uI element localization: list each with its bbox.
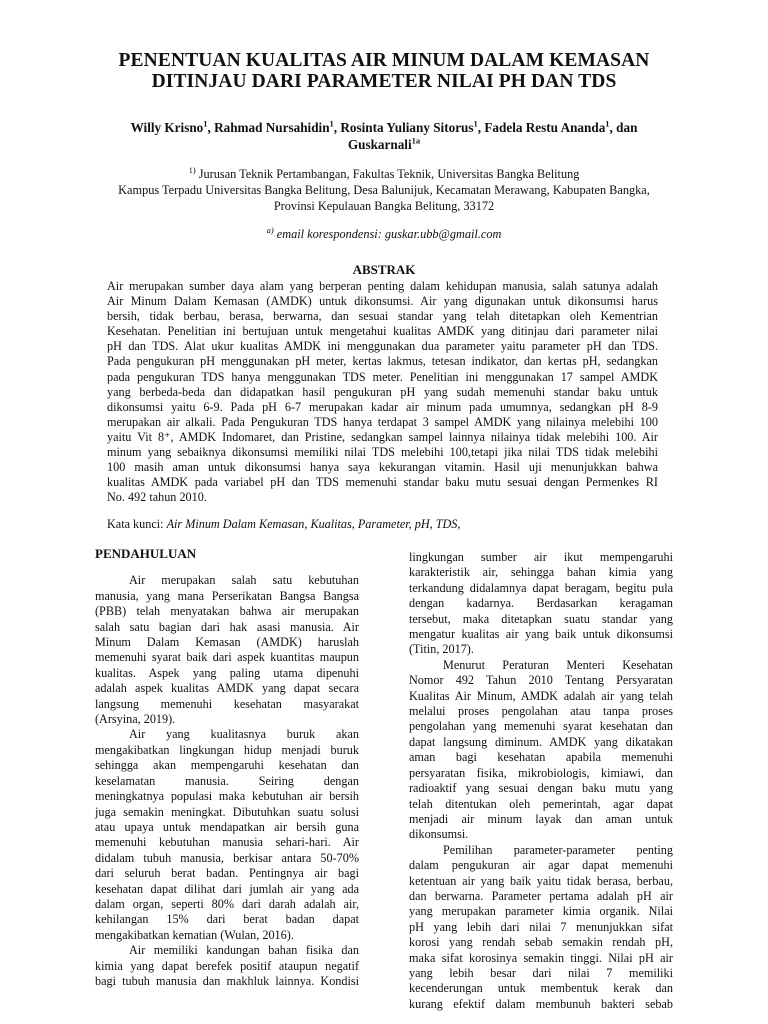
body-text-line: (Arsyina, 2019). <box>95 712 176 727</box>
body-text-line: kehilangan 15% dari berat badan dapat <box>95 912 359 927</box>
email-text[interactable]: email korespondensi: guskar.ubb@gmail.com <box>276 227 502 241</box>
abstract-line: Kesehatan. Penelitian ini bertujuan untuk mengetahui kualitas AMDK yang ditinjau dari parameter nilai <box>107 324 658 339</box>
abstract-line: yang berbeda-beda dan didapatkan hasil pengukuran pH yang sudah memenuhi standar baku untuk <box>107 384 658 399</box>
abstract-line: yaitu Vit 8⁺, AMDK Indomaret, dan Pristine, sedangkan sampel lainnya nilainya tidak melebihi 100. Air <box>107 429 658 444</box>
body-text-line: Air yang kualitasnya buruk akan <box>129 727 359 742</box>
body-text-line: Nomor 492 Tahun 2010 Tentang Persyaratan <box>409 673 673 688</box>
body-text-line: kualitas. Aspek yang paling utama dipenuhi <box>95 665 359 680</box>
body-text-line: karakteristik air, sehingga bahan kimia yang <box>409 565 673 580</box>
abstract-line: Air merupakan sumber daya alam yang berperan penting dalam kehidupan manusia, salah satunya adalah <box>107 279 658 293</box>
body-text-line: kimia yang dapat berefek positif ataupun negatif <box>95 958 359 973</box>
abstract-line: dikonsumsi yaitu 6-9. Pada pH 6-7 merupakan kadar air minum pada umumnya, sedangkan pH 8-9 <box>107 399 658 414</box>
abstract-line: minum yang sebaiknya dikonsumsi memiliki nilai TDS melebihi 100,tetapi jika nilai TDS tidak melebihi <box>107 445 658 460</box>
abstract-line: Pada pengukuran pH menggunakan pH meter, kertas lakmus, tetesan indikator, dan kertas pH, sedangkan <box>107 354 658 369</box>
abstract-line: Air Minum Dalam Kemasan (AMDK) untuk dikonsumsi. Air yang digunakan untuk dikonsumsi harus <box>107 294 658 309</box>
author-affiliation-mark: 1 <box>329 118 334 129</box>
left-column-text <box>95 573 359 989</box>
body-text-line: kecenderungan untuk membentuk kerak dan <box>409 981 673 996</box>
author-line <box>90 137 678 154</box>
abstract-line: bersih, tidak berbau, berasa, berwarna, dan sesuai standar yang telah ditetapkan oleh Kementrian <box>107 309 658 324</box>
body-text-line: manusia, yang mana Perserikatan Bangsa Bangsa <box>95 588 359 603</box>
author-name: Rosinta Yuliany Sitorus <box>340 120 474 135</box>
body-text-line: pengolahan yang memenuhi syarat kesehatan dan <box>409 719 673 734</box>
body-text-line: meningkatnya populasi maka kebutuhan air bersih <box>95 789 359 804</box>
body-text-line: memenuhi syarat baik dari aspek kuantitas maupun <box>95 650 359 665</box>
title-line: PENENTUAN KUALITAS AIR MINUM DALAM KEMASAN <box>118 50 650 71</box>
affiliation-marker: 1) <box>188 164 196 175</box>
body-text-line: langsung memenuhi kesehatan masyarakat <box>95 696 359 711</box>
body-text-line: ketentuan air yang baik yaitu tidak berasa, berbau, <box>409 873 673 888</box>
left-column <box>95 546 359 989</box>
abstract-line: pH dan TDS. Alat ukur kualitas AMDK ini menggunakan dua parameter yaitu parameter pH dan TDS. <box>107 339 658 354</box>
body-text-line: dan berwarna. Parameter pertama adalah pH air <box>409 888 673 903</box>
author-list <box>90 120 678 153</box>
affiliation-line: Provinsi Kepulauan Bangka Belitung, 33172 <box>273 199 495 213</box>
affiliation-text: Jurusan Teknik Pertambangan, Fakultas Teknik, Universitas Bangka Belitung <box>198 167 580 181</box>
section-heading: PENDAHULUAN <box>95 546 197 561</box>
body-text-line: terkandung didalamnya dapat beragam, begitu pula <box>409 580 673 595</box>
author-separator: , <box>207 120 215 135</box>
body-text-line: korosi yang rendah sebab semakin rendah pH, <box>409 935 673 950</box>
body-text-line: kesehatan dapat dilihat dari jumlah air yang ada <box>95 881 359 896</box>
author-affiliation-mark: 1a <box>411 135 421 146</box>
abstract-body <box>107 279 658 505</box>
body-text-line: yang merupakan parameter kimia organik. Nilai <box>409 904 673 919</box>
body-text-line: menjadi air minum layak dan aman untuk <box>409 811 673 826</box>
body-text-line: bagi tubuh manusia dan makhluk lainnya. Kondisi <box>95 973 359 988</box>
body-text-line: atau upaya untuk mendapatkan air bersih guna <box>95 819 359 834</box>
body-text-line: melalui proses pengolahan atau tanpa proses <box>409 704 673 719</box>
body-text-line: dapat langsung diminum. AMDK yang dikatakan <box>409 734 673 749</box>
author-name: Guskarnali <box>347 136 412 152</box>
body-text-line: kurang efektif dalam membunuh bakteri sebab <box>409 996 673 1011</box>
body-text-line: dikonsumsi. <box>409 827 469 842</box>
body-text-line: adalah aspek kualitas AMDK yang dapat secara <box>95 681 359 696</box>
keywords-label: Kata kunci <box>107 517 161 531</box>
affiliation-line: Kampus Terpadu Universitas Bangka Belitung, Desa Balunijuk, Kecamatan Merawang, Kabupaten Bangka, <box>118 183 650 197</box>
affiliation-line <box>60 166 708 183</box>
body-text-line: didalam tubuh manusia, berkisar antara 50-70% <box>95 850 359 865</box>
email-marker: a) <box>266 224 274 235</box>
right-column <box>409 550 673 1012</box>
body-text-line: dari seluruh berat badan. Pentingnya air bagi <box>95 866 359 881</box>
body-text-line: aman bagi kesehatan apabila memenuhi <box>409 750 673 765</box>
body-text-line: Pemilihan parameter-parameter penting <box>443 842 673 857</box>
author-separator: , dan <box>609 120 638 135</box>
title-line: DITINJAU DARI PARAMETER NILAI PH DAN TDS <box>151 71 617 92</box>
body-text-line: yang lebih besar dari nilai 7 memiliki <box>409 965 673 980</box>
keywords-values: Air Minum Dalam Kemasan, Kualitas, Parameter, pH, TDS, <box>166 517 461 531</box>
author-affiliation-mark: 1 <box>203 118 208 129</box>
abstract-line: kualitas AMDK pada variabel pH dan TDS memenuhi standar baku mutu sesuai dengan Permenkes RI <box>107 475 658 490</box>
author-affiliation-mark: 1 <box>605 118 610 129</box>
body-text-line: telah ditentukan oleh pemerintah, agar dapat <box>409 796 673 811</box>
author-separator: , <box>333 120 341 135</box>
body-text-line: (Titin, 2017). <box>409 642 474 657</box>
right-column-text <box>409 550 673 1012</box>
body-text-line: juga semakin meningkat. Dibutuhkan suatu solusi <box>95 804 359 819</box>
body-text-line: Air merupakan salah satu kebutuhan <box>129 573 359 588</box>
abstract-line: merupakan air alkali. Pada Pengukuran TDS hanya terdapat 3 sampel AMDK yang nilainya melebihi 100 <box>107 414 658 429</box>
author-line <box>90 120 678 137</box>
abstract-heading: ABSTRAK <box>352 262 416 277</box>
body-text-line: mengatur kualitas air yang baik untuk dikonsumsi <box>409 627 673 642</box>
body-text-line: Kualitas Air Minum, AMDK adalah air yang telah <box>409 688 673 703</box>
body-text-line: Air memiliki kandungan bahan fisika dan <box>129 943 359 958</box>
keywords: Kata kunci: Air Minum Dalam Kemasan, Kualitas, Parameter, pH, TDS, <box>107 517 461 531</box>
body-text-line: Menurut Peraturan Menteri Kesehatan <box>443 657 673 672</box>
author-name: Willy Krisno <box>130 120 204 135</box>
correspondence-email <box>60 224 708 242</box>
author-separator: , <box>477 120 485 135</box>
body-text-line: persyaratan fisika, mikrobiologis, kimiawi, dan <box>409 765 673 780</box>
body-text-line: Minum Dalam Kemasan (AMDK) haruslah <box>95 635 359 650</box>
body-text-line: keselamatan manusia. Seiring dengan <box>95 773 359 788</box>
body-text-line: dalam organ, seperti 80% dari darah adalah air, <box>95 896 359 911</box>
author-name: Fadela Restu Ananda <box>484 120 606 135</box>
body-text-line: memenuhi kebutuhan manusia sehari-hari. Air <box>95 835 359 850</box>
body-text-line: salah satu bagian dari hak asasi manusia. Air <box>95 619 359 634</box>
body-text-line: dengan kadarnya. Berdasarkan keragaman <box>409 596 673 611</box>
abstract-line: No. 492 tahun 2010. <box>107 490 207 505</box>
author-name: Rahmad Nursahidin <box>214 120 330 135</box>
body-text-line: pH yang lebih dari nilai 7 menunjukkan sifat <box>409 919 673 934</box>
abstract-line: pada pengukuran TDS hanya menggunakan TDS meter. Penelitian ini menggunakan 17 sampel AMDK <box>107 369 658 384</box>
body-text-line: lingkungan sumber air ikut mempengaruhi <box>409 550 673 564</box>
paper-title <box>60 50 708 92</box>
body-text-line: sehingga akan mempengaruhi kesehatan dan <box>95 758 359 773</box>
body-text-line: mengakibatkan lingkungan hidup menjadi buruk <box>95 742 359 757</box>
body-text-line: (PBB) telah menyatakan bahwa air merupakan <box>95 604 359 619</box>
body-text-line: dalam pengukuran air agar dapat memenuhi <box>409 858 673 873</box>
body-text-line: tersebut, maka ditetapkan suatu standar yang <box>409 611 673 626</box>
body-text-line: mengakibatkan kematian (Wulan, 2016). <box>95 927 294 942</box>
body-text-line: maka sifat korosinya semakin tinggi. Nilai pH air <box>409 950 673 965</box>
author-affiliation-mark: 1 <box>473 118 478 129</box>
abstract-line: 100 masih aman untuk dikonsumsi hanya saya kekurangan vitamin. Hasil uji menunjukkan bahwa <box>107 460 658 475</box>
body-text-line: radioaktif yang sesuai dengan baku mutu yang <box>409 781 673 796</box>
